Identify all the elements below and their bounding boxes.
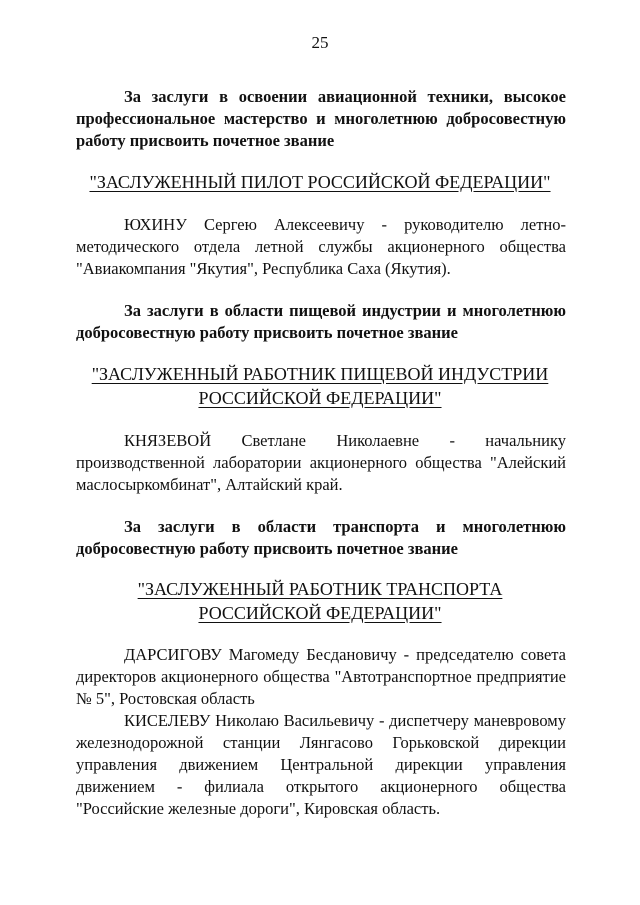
section-3-title [60,577,580,625]
section-1-preamble: За заслуги в освоении авиационной техники, высокое профессиональное мастерство и многолетнюю добросовестную работу присвоить почетное звание [76,87,566,150]
section-3-title-line-1: "ЗАСЛУЖЕННЫЙ РАБОТНИК ТРАНСПОРТА [137,579,503,599]
section-2-title-line-1: "ЗАСЛУЖЕННЫЙ РАБОТНИК ПИЩЕВОЙ ИНДУСТРИИ [91,364,549,384]
section-2-awardee-1: КНЯЗЕВОЙ Светлане Николаевне - начальнику производственной лаборатории акционерного общества "Алейский маслосыркомбинат", Алтайский край. [76,431,566,494]
section-3-preamble: За заслуги в области транспорта и многолетнюю добросовестную работу присвоить почетное звание [76,517,566,558]
section-2-preamble: За заслуги в области пищевой индустрии и многолетнюю добросовестную работу присвоить почетное звание [76,301,566,342]
section-3-title-line-2: РОССИЙСКОЙ ФЕДЕРАЦИИ" [198,603,442,623]
section-1-title [60,170,580,194]
section-1-title-line-1: "ЗАСЛУЖЕННЫЙ ПИЛОТ РОССИЙСКОЙ ФЕДЕРАЦИИ" [89,172,551,192]
section-3-awardee-1: ДАРСИГОВУ Магомеду Бесдановичу - председателю совета директоров акционерного общества "Автотранспортное предприятие № 5", Ростовская область [76,645,566,708]
section-2-title [60,362,580,410]
page-number: 25 [311,33,329,52]
section-1-awardee-1: ЮХИНУ Сергею Алексеевичу - руководителю летно-методического отдела летной службы акционерного общества "Авиакомпания "Якутия", Республика Саха (Якутия). [76,215,566,278]
section-2-title-line-2: РОССИЙСКОЙ ФЕДЕРАЦИИ" [198,388,442,408]
section-3-awardee-2: КИСЕЛЕВУ Николаю Васильевичу - диспетчеру маневровому железнодорожной станции Лянгасово Горьковской дирекции управления движением Центральной дирекции управления движением - филиала открытого акционерного общества "Российские железные дороги", Кировская область. [76,711,566,818]
